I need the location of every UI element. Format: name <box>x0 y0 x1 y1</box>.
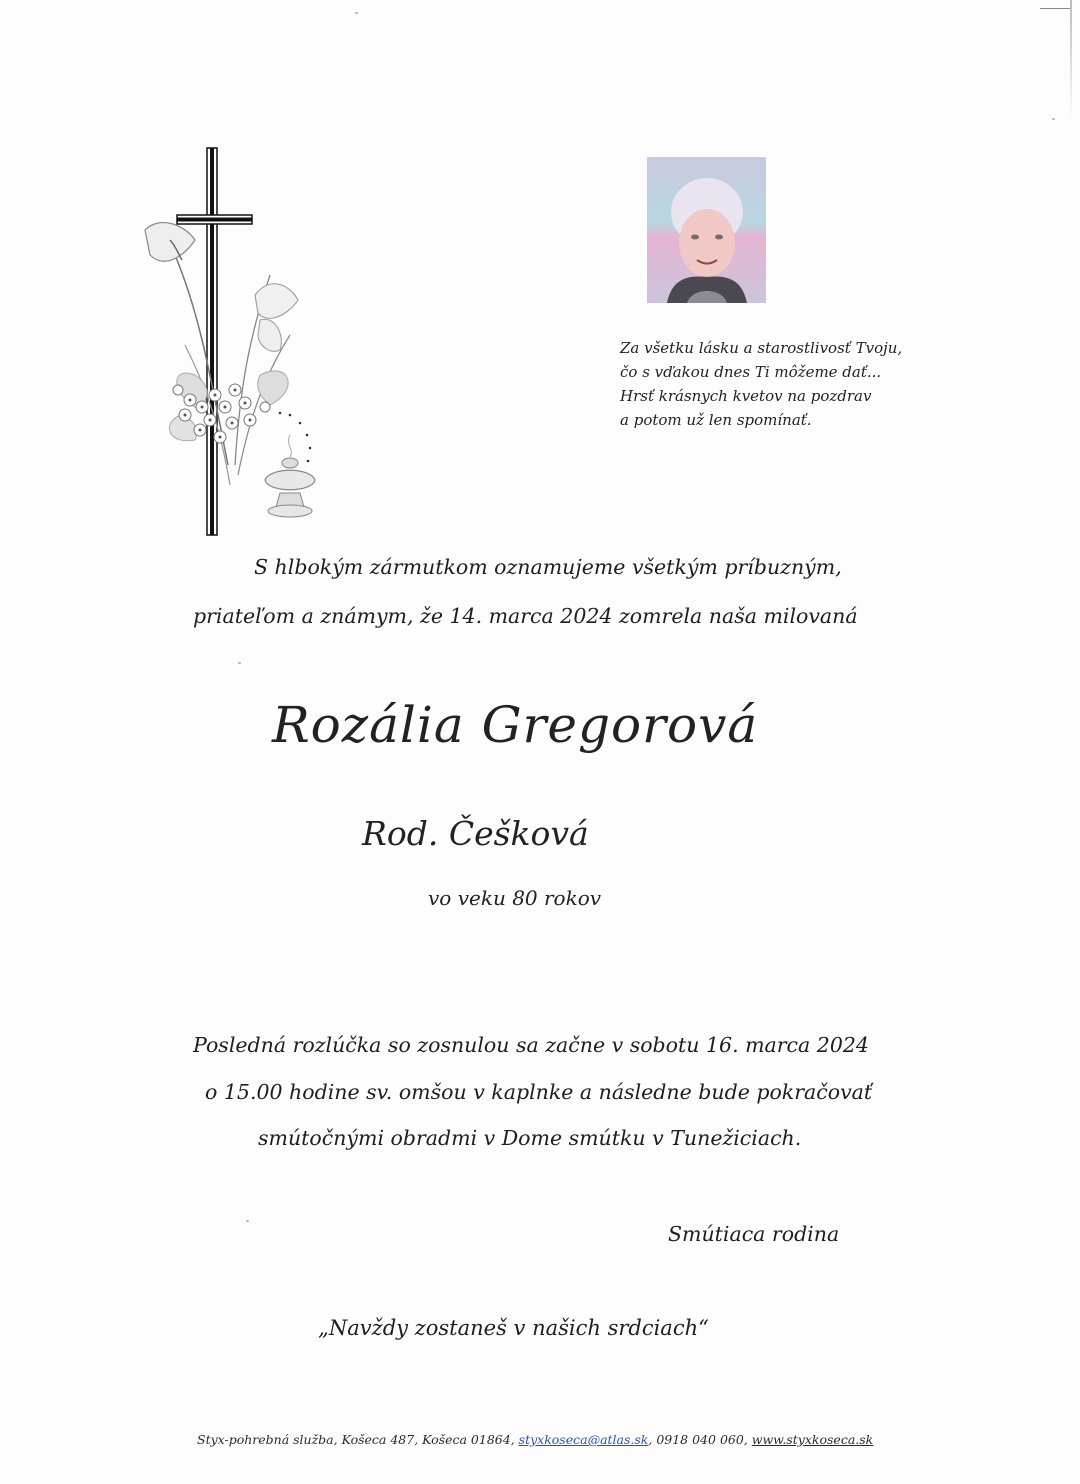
funeral-line-1: Posledná rozlúčka so zosnulou sa začne v sobotu 16. marca 2024 <box>193 1033 869 1057</box>
cross-with-flowers-illustration <box>140 145 330 540</box>
funeral-line-3: smútočnými obradmi v Dome smútku v Tunežiciach. <box>258 1126 802 1150</box>
footer-email-link[interactable]: styxkoseca@atlas.sk <box>518 1432 649 1447</box>
funeral-line-2: o 15.00 hodine sv. omšou v kaplnke a následne bude pokračovať <box>205 1080 873 1104</box>
footer-address: Styx-pohrebná služba, Košeca 487, Košeca 01864, <box>197 1432 515 1447</box>
scan-speck <box>355 12 358 14</box>
announcement-line-1: S hlbokým zármutkom oznamujeme všetkým príbuzným, <box>254 555 842 579</box>
maiden-name: Rod. Češková <box>362 814 589 853</box>
scan-speck <box>1052 118 1055 120</box>
portrait-photo <box>647 157 766 303</box>
footer-website-link[interactable]: www.styxkoseca.sk <box>751 1432 874 1447</box>
deceased-name: Rozália Gregorová <box>272 696 759 754</box>
page-edge-shadow <box>1070 0 1072 120</box>
scan-speck <box>238 662 241 664</box>
page-edge-line <box>1040 8 1070 9</box>
motto: „Navždy zostaneš v našich srdciach“ <box>318 1316 709 1340</box>
poem-line: Za všetku lásku a starostlivosť Tvoju, <box>620 339 903 357</box>
poem-line: a potom už len spomínať. <box>620 411 812 429</box>
funeral-service-footer <box>197 1432 873 1447</box>
announcement-line-2: priateľom a známym, že 14. marca 2024 zomrela naša milovaná <box>193 604 858 628</box>
age: vo veku 80 rokov <box>428 886 602 910</box>
scan-speck <box>246 1220 249 1222</box>
family-signature: Smútiaca rodina <box>668 1222 840 1246</box>
poem-line: čo s vďakou dnes Ti môžeme dať... <box>620 363 882 381</box>
portrait-icon <box>647 157 766 303</box>
poem-line: Hrsť krásnych kvetov na pozdrav <box>620 387 872 405</box>
cross-icon <box>140 145 330 540</box>
footer-phone: , 0918 040 060, <box>648 1432 748 1447</box>
poem <box>620 336 920 432</box>
